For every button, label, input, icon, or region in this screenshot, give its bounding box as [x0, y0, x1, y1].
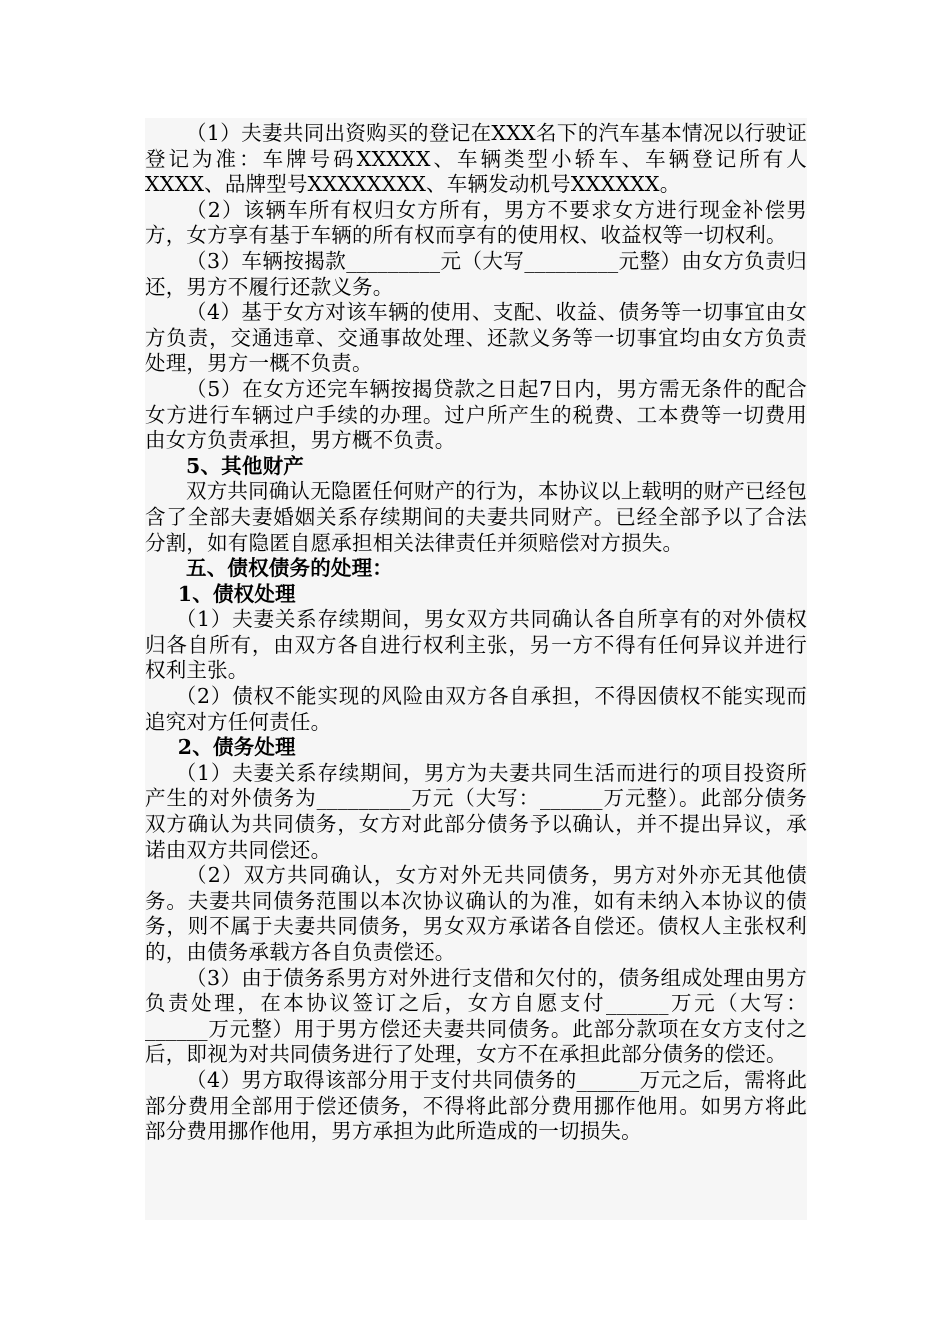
paragraph-debts-3: （3）由于债务系男方对外进行支借和欠付的，债务组成处理由男方负责处理，在本协议签订之后，女方自愿支付______万元（大写：______万元整）用于男方偿还夫妻共同债务。此部分款项在女方支付之后，即视为对共同债务进行了处理，女方不在承担此部分债务的偿还。 [145, 965, 807, 1067]
heading-claims: 1、债权处理 [177, 581, 296, 606]
paragraph-claims-1: （1）夫妻关系存续期间，男女双方共同确认各自所享有的对外债权归各自所有，由双方各自进行权利主张，另一方不得有任何异议并进行权利主张。 [145, 607, 807, 683]
paragraph-debts-2: （2）双方共同确认，女方对外无共同债务，男方对外亦无其他债务。夫妻共同债务范围以本次协议确认的为准，如有未纳入本协议的债务，则不属于夫妻共同债务，男女双方承诺各自偿还。债权人主张权利的，由债务承载方各自负责偿还。 [145, 863, 807, 964]
paragraph-claims-2: （2）债权不能实现的风险由双方各自承担，不得因债权不能实现而追究对方任何责任。 [145, 684, 807, 734]
paragraph-car-ownership: （2）该辆车所有权归女方所有，男方不要求女方进行现金补偿男方，女方享有基于车辆的所有权而享有的使用权、收益权等一切权利。 [145, 197, 807, 248]
document-body [145, 121, 807, 1145]
paragraph-debts-4: （4）男方取得该部分用于支付共同债务的______万元之后，需将此部分费用全部用于偿还债务，不得将此部分费用挪作他用。如男方将此部分费用挪作他用，男方承担为此所造成的一切损失。 [145, 1067, 807, 1144]
paragraph-other-property: 双方共同确认无隐匿任何财产的行为，本协议以上载明的财产已经包含了全部夫妻婚姻关系存续期间的夫妻共同财产。已经全部予以了合法分割，如有隐匿自愿承担相关法律责任并须赔偿对方损失。 [145, 479, 807, 555]
heading-debts: 2、债务处理 [177, 735, 296, 760]
paragraph-debts-1: （1）夫妻关系存续期间，男方为夫妻共同生活而进行的项目投资所产生的对外债务为_________万元（大写：______万元整）。此部分债务双方确认为共同债务，女方对此部分债务予以确认，并不提出异议，承诺由双方共同偿还。 [145, 760, 807, 862]
paragraph-car-responsibility: （4）基于女方对该车辆的使用、支配、收益、债务等一切事宜由女方负责，交通违章、交通事故处理、还款义务等一切事宜均由女方负责处理，男方一概不负责。 [145, 300, 807, 376]
paragraph-car-transfer: （5）在女方还完车辆按揭贷款之日起7日内，男方需无条件的配合女方进行车辆过户手续的办理。过户所产生的税费、工本费等一切费用由女方负责承担，男方概不负责。 [145, 376, 807, 453]
heading-debts-section: 五、债权债务的处理： [186, 556, 393, 581]
paragraph-car-info: （1）夫妻共同出资购买的登记在XXX名下的汽车基本情况以行驶证登记为准：车牌号码XXXXX、车辆类型小轿车、车辆登记所有人XXXX、品牌型号XXXXXXXX、车辆发动机号XXXXXX。 [145, 121, 807, 197]
heading-other-property: 5、其他财产 [186, 453, 304, 478]
paragraph-car-mortgage: （3）车辆按揭款_________元（大写_________元整）由女方负责归还，男方不履行还款义务。 [145, 248, 807, 299]
